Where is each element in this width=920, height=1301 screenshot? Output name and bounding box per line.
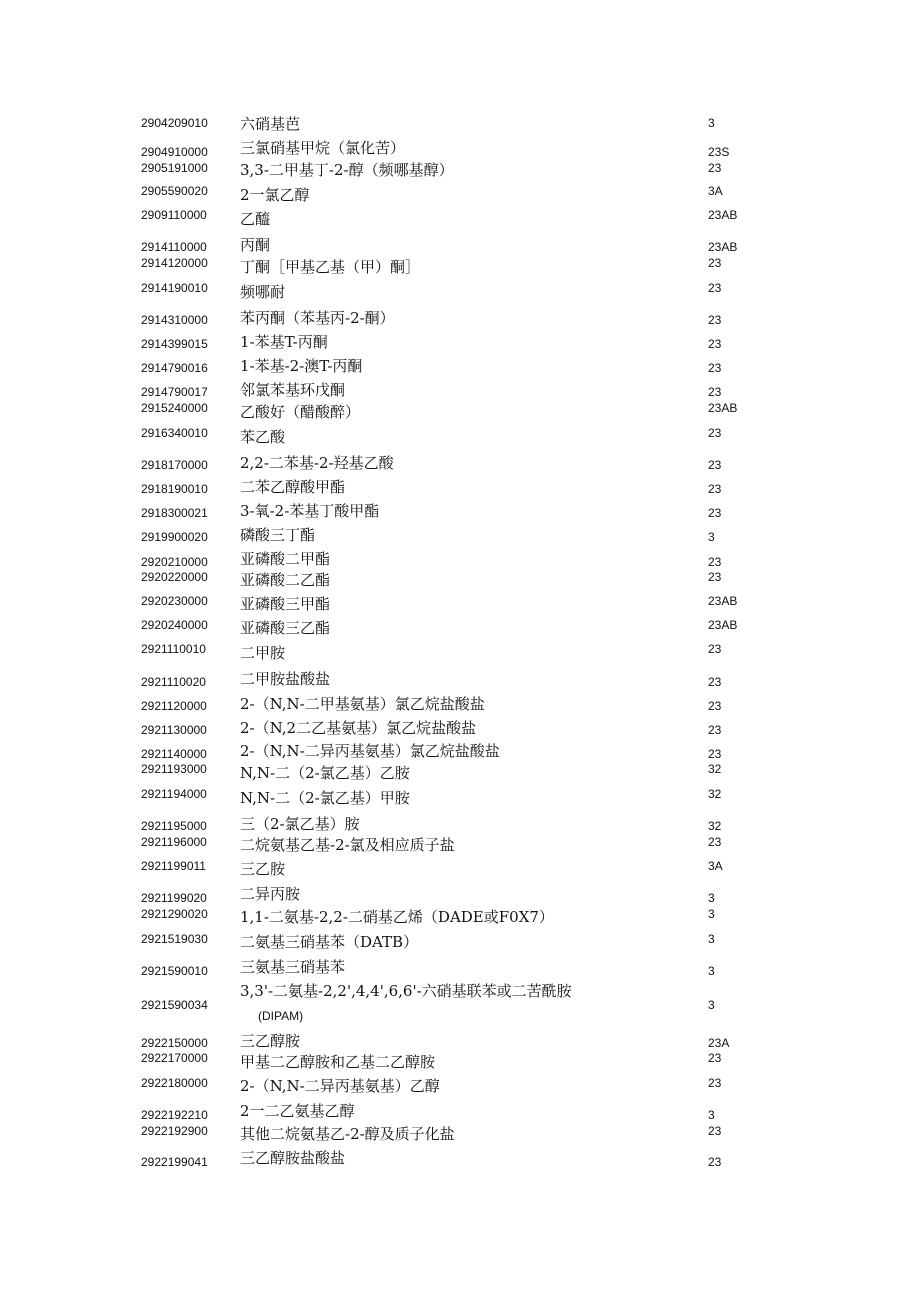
- category: 23: [708, 361, 722, 375]
- category: 23AB: [708, 618, 738, 632]
- table-row: [0, 960, 920, 984]
- substance-name: 乙酸好（醋酸醉）: [240, 403, 361, 421]
- hs-code: 2921140000: [141, 747, 207, 761]
- hs-code: 2921194000: [141, 787, 207, 801]
- category: 32: [708, 762, 722, 776]
- substance-name: N,N-二（2-氯乙基）乙胺: [240, 764, 410, 782]
- hs-code: 2921519030: [141, 932, 208, 946]
- substance-name: 3-氧-2-苯基丁酸甲酯: [240, 502, 380, 520]
- table-row: [0, 984, 920, 1024]
- substance-name: 六硝基芭: [240, 115, 301, 133]
- hs-code: 2914399015: [141, 337, 208, 351]
- hs-code: 2918170000: [141, 458, 208, 472]
- substance-name: 三（2-氯乙基）胺: [240, 815, 360, 833]
- hs-code: 2916340010: [141, 426, 208, 440]
- substance-name: N,N-二（2-氯乙基）甲胺: [240, 789, 410, 807]
- category: 3: [708, 907, 715, 921]
- hs-code: 2914790017: [141, 385, 208, 399]
- substance-name: 频哪耐: [240, 283, 286, 301]
- hs-code: 2921590010: [141, 964, 208, 978]
- substance-name: 亚磷酸三乙酯: [240, 619, 331, 637]
- category: 32: [708, 819, 722, 833]
- category: 23: [708, 337, 722, 351]
- hs-code: 2921110020: [141, 675, 206, 689]
- category: 23: [708, 385, 722, 399]
- substance-name: 三氨基三硝基苯: [240, 958, 346, 976]
- substance-name: 1-苯基-2-澳T-丙酮: [240, 357, 363, 375]
- substance-name: 2-（N,N-二甲基氨基）氯乙烷盐酸盐: [240, 695, 485, 713]
- substance-name: 2,2-二苯基-2-羟基乙酸: [240, 454, 394, 472]
- table-row: [0, 401, 920, 425]
- table-row: [0, 787, 920, 811]
- hs-code: 2914110000: [141, 240, 207, 254]
- hs-code: 2905191000: [141, 161, 208, 175]
- table-row: [0, 454, 920, 478]
- hs-code: 2922150000: [141, 1036, 208, 1050]
- category: 23AB: [708, 594, 738, 608]
- table-row: [0, 503, 920, 527]
- substance-name: 1,1-二氨基-2,2-二硝基乙烯（DADE或F0X7）: [240, 908, 554, 926]
- hs-code: 2921120000: [141, 699, 207, 713]
- hs-code: 2921130000: [141, 723, 207, 737]
- hs-code: 2909110000: [141, 208, 207, 222]
- table-row: [0, 762, 920, 786]
- category: 23: [708, 1076, 722, 1090]
- substance-name: 三乙醇胺盐酸盐: [240, 1149, 346, 1167]
- category: 23: [708, 699, 722, 713]
- table-row: [0, 642, 920, 666]
- substance-name: 二甲胺: [240, 644, 286, 662]
- category: 3A: [708, 184, 723, 198]
- table-row: [0, 720, 920, 744]
- hs-code: 2921193000: [141, 762, 207, 776]
- hs-code: 2921590034: [141, 998, 208, 1012]
- category: 3: [708, 530, 715, 544]
- table-row: [0, 1149, 920, 1176]
- category: 23: [708, 1124, 722, 1138]
- substance-name: 亚磷酸二甲酯: [240, 550, 331, 568]
- substance-name: 磷酸三丁酯: [240, 526, 316, 544]
- category: 23: [708, 506, 722, 520]
- substance-name: 其他二烷氨基乙-2-醇及质子化盐: [240, 1125, 455, 1143]
- category: 23: [708, 281, 722, 295]
- category: 3A: [708, 859, 723, 873]
- hs-code: 2920230000: [141, 594, 208, 608]
- hs-code: 2922192210: [141, 1108, 208, 1122]
- table-row: [0, 835, 920, 859]
- category: 3: [708, 1108, 715, 1122]
- substance-name-continued: (DIPAM): [258, 1009, 304, 1023]
- substance-name: 2一氯乙醇: [240, 186, 310, 204]
- table-row: [0, 309, 920, 333]
- hs-code: 2918300021: [141, 506, 208, 520]
- hs-code: 2922170000: [141, 1051, 208, 1065]
- hs-code: 2904209010: [141, 116, 208, 130]
- substance-name: 丙酮: [240, 236, 271, 254]
- substance-name: 1-苯基T-丙酮: [240, 333, 328, 351]
- category: 3: [708, 964, 715, 978]
- hs-code: 2922199041: [141, 1155, 208, 1169]
- category: 23: [708, 458, 722, 472]
- category: 3: [708, 891, 715, 905]
- substance-name: 二烷氨基乙基-2-氯及相应质子盐: [240, 836, 455, 854]
- hs-code: 2914790016: [141, 361, 208, 375]
- table-row: [0, 859, 920, 883]
- category: 23AB: [708, 208, 738, 222]
- hs-code: 2914120000: [141, 256, 208, 270]
- table-row: [0, 570, 920, 594]
- substance-name: 3,3-二甲基丁-2-醇（频哪基醇）: [240, 161, 454, 179]
- substance-name: 三氯硝基甲烷（氯化苦）: [240, 139, 406, 157]
- category: 3: [708, 116, 715, 130]
- substance-name: 2-（N,N-二异丙基氨基）氯乙烷盐酸盐: [240, 742, 500, 760]
- table-row: [0, 932, 920, 956]
- table-row: [0, 527, 920, 551]
- table-row: [0, 334, 920, 358]
- substance-name: 丁酮［甲基乙基（甲）酮］: [240, 258, 421, 276]
- substance-name: 苯乙酸: [240, 428, 286, 446]
- table-row: [0, 208, 920, 232]
- table-row: [0, 116, 920, 140]
- hs-code: 2920220000: [141, 570, 208, 584]
- category: 23: [708, 1155, 722, 1169]
- category: 23: [708, 555, 722, 569]
- hs-code: 2920210000: [141, 555, 208, 569]
- substance-name: 3,3'-二氨基-2,2',4,4',6,6'-六硝基联苯或二苦酰胺: [240, 982, 572, 1000]
- category: 23: [708, 570, 722, 584]
- table-row: [0, 426, 920, 450]
- substance-name: 邻氯苯基环戊酮: [240, 381, 346, 399]
- category: 23S: [708, 145, 730, 159]
- category: 32: [708, 787, 722, 801]
- category: 23: [708, 835, 722, 849]
- category: 23: [708, 161, 722, 175]
- table-row: [0, 256, 920, 280]
- hs-code: 2921290020: [141, 907, 208, 921]
- table-row: [0, 594, 920, 618]
- table-row: [0, 1124, 920, 1148]
- category: 23AB: [708, 240, 738, 254]
- category: 23: [708, 482, 722, 496]
- table-row: [0, 358, 920, 382]
- hs-code: 2921199011: [141, 859, 206, 873]
- hs-code: 2914310000: [141, 313, 208, 327]
- substance-name: 二氨基三硝基苯（DATB）: [240, 933, 419, 951]
- table-row: [0, 479, 920, 503]
- substance-name: 三乙醇胺: [240, 1032, 301, 1050]
- hs-code: 2921195000: [141, 819, 207, 833]
- table-row: [0, 1051, 920, 1075]
- table-row: [0, 618, 920, 642]
- substance-name: 二异丙胺: [240, 885, 301, 903]
- hs-code: 2918190010: [141, 482, 208, 496]
- substance-name: 三乙胺: [240, 860, 286, 878]
- category: 23: [708, 723, 722, 737]
- table-row: [0, 671, 920, 695]
- substance-name: 乙醯: [240, 210, 271, 228]
- category: 3: [708, 932, 715, 946]
- hs-code: 2914190010: [141, 281, 208, 295]
- category: 23A: [708, 1036, 730, 1050]
- substance-name: 2-（N,2二乙基氨基）氯乙烷盐酸盐: [240, 719, 477, 737]
- hs-code: 2915240000: [141, 401, 208, 415]
- substance-name: 2一二乙氨基乙醇: [240, 1102, 355, 1120]
- substance-name: 二甲胺盐酸盐: [240, 670, 331, 688]
- hs-code: 2921110010: [141, 642, 206, 656]
- table-row: [0, 161, 920, 185]
- hs-code: 2921199020: [141, 891, 207, 905]
- category: 23: [708, 747, 722, 761]
- substance-name: 二苯乙醇酸甲酯: [240, 478, 346, 496]
- substance-name: 苯丙酮（苯基丙-2-酮）: [240, 309, 395, 327]
- substance-name: 亚磷酸二乙酯: [240, 571, 331, 589]
- hs-code: 2922180000: [141, 1076, 208, 1090]
- category: 23: [708, 1051, 722, 1065]
- hs-code: 2920240000: [141, 618, 208, 632]
- hs-code: 2904910000: [141, 145, 208, 159]
- hs-code: 2919900020: [141, 530, 208, 544]
- category: 23: [708, 256, 722, 270]
- category: 23: [708, 675, 722, 689]
- table-row: [0, 696, 920, 720]
- table-row: [0, 281, 920, 305]
- category: 3: [708, 998, 715, 1012]
- substance-name: 甲基二乙醇胺和乙基二乙醇胺: [240, 1053, 436, 1071]
- table-row: [0, 184, 920, 208]
- substance-name: 2-（N,N-二异丙基氨基）乙醇: [240, 1077, 440, 1095]
- category: 23: [708, 642, 722, 656]
- substance-name: 亚磷酸三甲酯: [240, 595, 331, 613]
- hs-code: 2905590020: [141, 184, 208, 198]
- category: 23: [708, 426, 722, 440]
- category: 23AB: [708, 401, 738, 415]
- hs-code: 2921196000: [141, 835, 207, 849]
- table-row: [0, 1076, 920, 1100]
- hs-code: 2922192900: [141, 1124, 208, 1138]
- table-row: [0, 907, 920, 931]
- category: 23: [708, 313, 722, 327]
